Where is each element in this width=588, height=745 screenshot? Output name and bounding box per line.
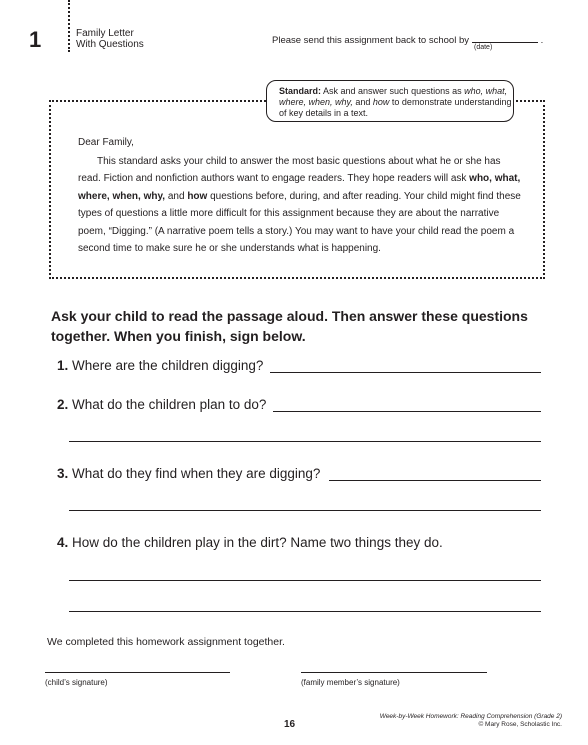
answer-line-2b[interactable] bbox=[69, 441, 541, 442]
date-caption: (date) bbox=[474, 44, 493, 51]
header-divider bbox=[68, 0, 70, 52]
question-number: 1. bbox=[57, 358, 69, 373]
family-signature-caption: (family member’s signature) bbox=[301, 678, 400, 687]
letter-greeting: Dear Family, bbox=[78, 137, 134, 148]
letter-body-part2: and bbox=[165, 190, 188, 202]
child-signature-line[interactable] bbox=[45, 672, 230, 673]
send-back-instruction bbox=[272, 34, 543, 46]
letter-bold-question-words: who, what, where, when, why, bbox=[78, 173, 521, 202]
standard-text-b: and bbox=[352, 97, 373, 107]
unit-number: 1 bbox=[29, 27, 42, 52]
answer-line-1[interactable] bbox=[270, 372, 541, 373]
question-3 bbox=[57, 466, 320, 481]
question-text: What do the children plan to do? bbox=[72, 397, 267, 412]
question-number: 4. bbox=[57, 535, 69, 550]
standard-text-a: Ask and answer such questions as bbox=[321, 86, 465, 96]
date-blank[interactable] bbox=[472, 34, 538, 43]
child-signature-caption: (child’s signature) bbox=[45, 678, 108, 687]
question-4 bbox=[57, 535, 443, 550]
unit-title bbox=[76, 28, 144, 50]
question-number: 3. bbox=[57, 466, 69, 481]
letter-body bbox=[78, 153, 526, 258]
standard-ital-3: how bbox=[372, 97, 390, 107]
footer-credits bbox=[360, 713, 562, 729]
letter-body-part1: This standard asks your child to answer the most basic questions about what he or she has read. Fiction and nonfiction authors want to engage readers. They hope readers will ask bbox=[78, 155, 501, 184]
question-1 bbox=[57, 358, 263, 373]
standard-ital-1: who, what, bbox=[464, 86, 508, 96]
family-signature-line[interactable] bbox=[301, 672, 487, 673]
standard-callout: Standard: Ask and answer such questions as who, what, where, when, why, and how to demonstrate understanding of key details in a text. bbox=[266, 80, 514, 122]
answer-line-2a[interactable] bbox=[273, 411, 541, 412]
page-number: 16 bbox=[284, 719, 296, 730]
answer-line-3b[interactable] bbox=[69, 510, 541, 511]
send-back-end: . bbox=[540, 35, 544, 46]
letter-bold-how: how bbox=[187, 190, 208, 202]
standard-ital-2: where, when, why, bbox=[279, 97, 353, 107]
instructions: Ask your child to read the passage aloud. Then answer these questions together. When you finish, sign below. bbox=[51, 308, 528, 344]
question-number: 2. bbox=[57, 397, 69, 412]
question-text: Where are the children digging? bbox=[72, 358, 264, 373]
unit-title-line2: With Questions bbox=[76, 39, 144, 50]
letter-body-part3: questions before, during, and after reading. Your child might find these types of questions a little more difficult for this assignment because they are about the narrative poem, “Digging.” (A narrative poem tells a story.) You may want to have your child read the poem a second time to make sure he or she understands what is happening. bbox=[78, 190, 521, 254]
answer-line-3a[interactable] bbox=[329, 480, 541, 481]
footer-copyright: © Mary Rose, Scholastic Inc. bbox=[478, 721, 562, 728]
answer-line-4a[interactable] bbox=[69, 580, 541, 581]
send-back-text: Please send this assignment back to school by bbox=[272, 35, 469, 46]
standard-text-c: of key details in a text. bbox=[279, 108, 369, 118]
question-text: How do the children play in the dirt? Name two things they do. bbox=[72, 535, 443, 550]
standard-label: Standard: bbox=[279, 86, 322, 96]
unit-title-line1: Family Letter bbox=[76, 28, 134, 39]
footer-book-title: Week-by-Week Homework: Reading Comprehension (Grade 2) bbox=[379, 713, 562, 720]
answer-line-4b[interactable] bbox=[69, 611, 541, 612]
question-text: What do they find when they are digging? bbox=[72, 466, 321, 481]
completion-statement: We completed this homework assignment together. bbox=[47, 636, 285, 648]
family-letter bbox=[78, 134, 526, 258]
question-2 bbox=[57, 397, 266, 412]
